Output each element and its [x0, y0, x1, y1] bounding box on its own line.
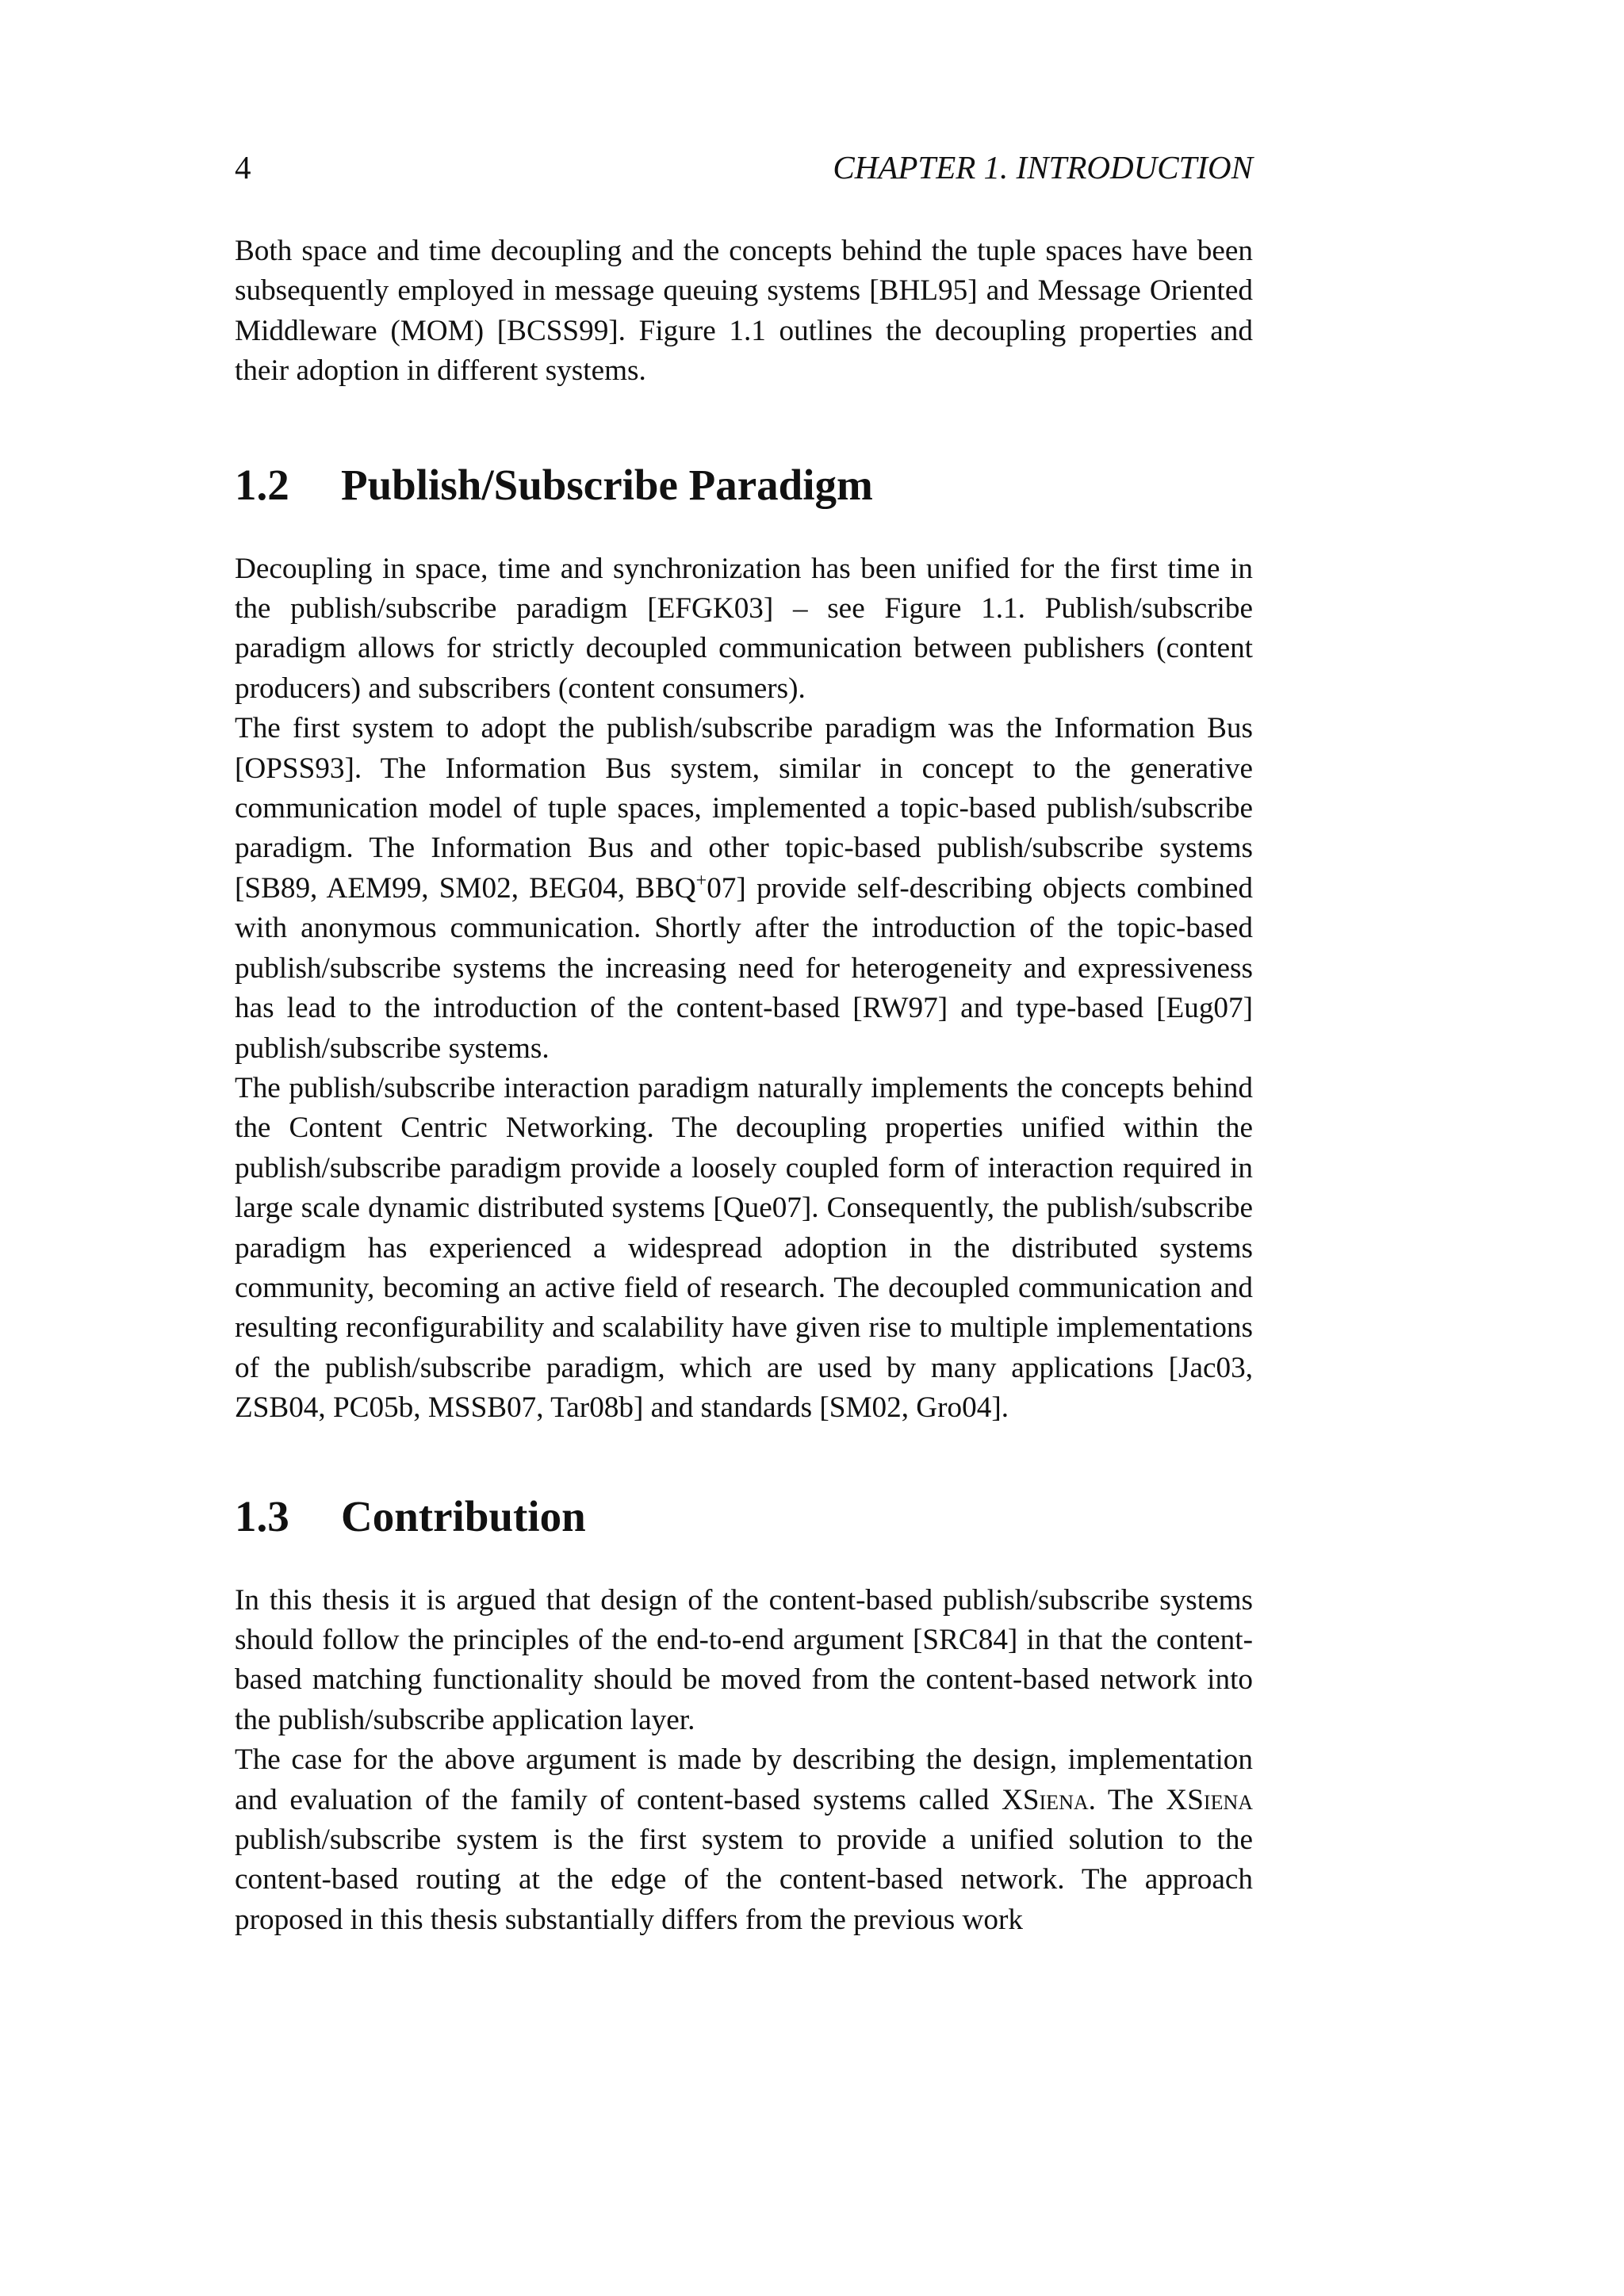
- paragraph-text: 07] provide self-describing objects combined with anonymous communication. Shortly after the introduction of the topic-based publish/subscribe systems the increasing need for heterogeneity and expressiveness has lead to the introduction of the content-based [RW97] and type-based [Eug07] publish/subscribe systems.: [235, 871, 1253, 1065]
- intro-paragraph: Both space and time decoupling and the concepts behind the tuple spaces have been subsequently employed in message queuing systems [BHL95] and Message Oriented Middleware (MOM) [BCSS99]. Figure 1.1 outlines the decoupling properties and their adoption in different systems.: [235, 235, 1253, 388]
- superscript-plus: +: [695, 870, 707, 891]
- paragraph-information-bus: [235, 709, 1253, 1069]
- running-header: [235, 147, 1253, 188]
- small-caps-text: Siena: [1022, 1783, 1089, 1816]
- section-title: Publish/Subscribe Paradigm: [341, 460, 873, 509]
- section-title: Contribution: [341, 1491, 586, 1540]
- section-heading-contribution: [235, 1490, 1253, 1543]
- chapter-title: CHAPTER 1. INTRODUCTION: [833, 149, 1253, 186]
- paragraph-text: publish/subscribe system is the first system to provide a unified solution to the content-based routing at the edge of the content-based network. The approach proposed in this thesis substantially differs from the previous work: [235, 1823, 1253, 1936]
- small-caps-text: Siena: [1187, 1783, 1254, 1816]
- paragraph-text: The case for the above argument is made by describing the design, implementation and evaluation of the family of content-based systems called X: [235, 1743, 1253, 1816]
- page-number: 4: [235, 149, 251, 186]
- document-page: [235, 147, 1253, 1940]
- paragraph-thesis-argument: In this thesis it is argued that design of the content-based publish/subscribe systems should follow the principles of the end-to-end argument [SRC84] in that the content-based matching functionality should be moved from the content-based network into the publish/subscribe application layer.: [235, 1583, 1253, 1736]
- paragraph-decoupling: Decoupling in space, time and synchronization has been unified for the first time in the publish/subscribe paradigm [EFGK03] – see Figure 1.1. Publish/subscribe paradigm allows for strictly decoupled communication between publishers (content producers) and subscribers (content consumers).: [235, 552, 1253, 705]
- paragraph-xsiena: [235, 1740, 1253, 1940]
- section-number: 1.2: [235, 460, 289, 509]
- paragraph-text: . The X: [1088, 1783, 1188, 1816]
- paragraph-text: The first system to adopt the publish/subscribe paradigm was the Information Bus [OPSS93]. The Information Bus system, similar in concept to the generative communication model of tuple spaces, implemented a topic-based publish/subscribe paradigm. The Information Bus and other topic-based publish/subscribe systems [SB89, AEM99, SM02, BEG04, BBQ: [235, 712, 1253, 905]
- section-heading-publish-subscribe: [235, 459, 1253, 511]
- paragraph-interaction-paradigm: The publish/subscribe interaction paradigm naturally implements the concepts behind the Content Centric Networking. The decoupling properties unified within the publish/subscribe paradigm provide a loosely coupled form of interaction required in large scale dynamic distributed systems [Que07]. Consequently, the publish/subscribe paradigm has experienced a widespread adoption in the distributed systems community, becoming an active field of research. The decoupled communication and resulting reconfigurability and scalability have given rise to multiple implementations of the publish/subscribe paradigm, which are used by many applications [Jac03, ZSB04, PC05b, MSSB07, Tar08b] and standards [SM02, Gro04].: [235, 1071, 1253, 1425]
- section-number: 1.3: [235, 1491, 289, 1540]
